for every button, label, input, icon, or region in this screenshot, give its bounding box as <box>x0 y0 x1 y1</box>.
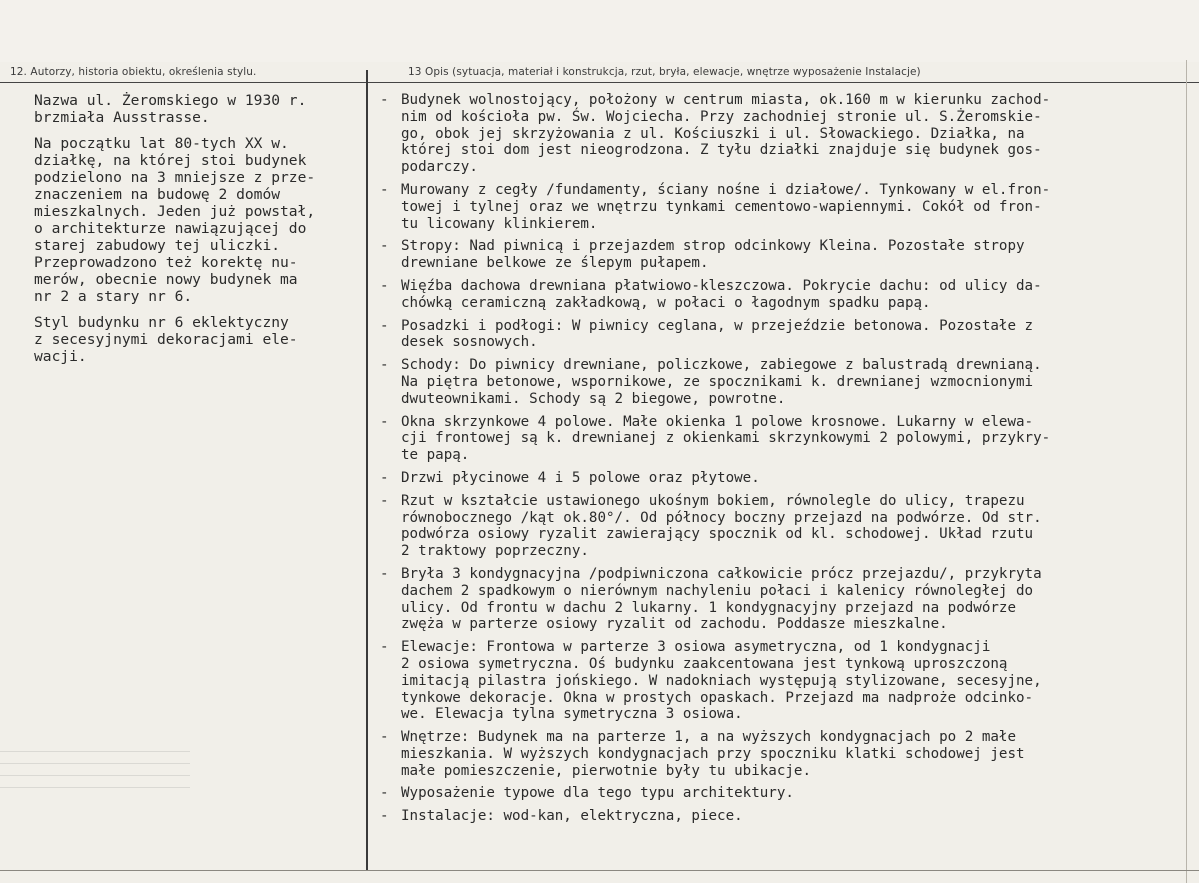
dash-bullet: - <box>380 317 389 334</box>
bottom-edge-rule <box>0 870 1199 871</box>
description-text: Rzut w kształcie ustawionego ukośnym bokiem, równolegle do ulicy, trapezu równobocznego /kąt ok.80°/. Od północy boczny przejazd na podwórze. Od str. podwórza osiowy ryzalit zawierający spocznik od kl. schodowej. Układ rzutu 2 traktowy poprzeczny. <box>401 492 1042 560</box>
description-column <box>380 92 1180 831</box>
dash-bullet: - <box>380 729 389 746</box>
description-item <box>380 639 1180 723</box>
dash-bullet: - <box>380 413 389 430</box>
history-paragraph: Nazwa ul. Żeromskiego w 1930 r. brzmiała Ausstrasse. <box>34 92 307 126</box>
dash-bullet: - <box>380 238 389 255</box>
dash-bullet: - <box>380 492 389 509</box>
dash-bullet: - <box>380 808 389 825</box>
description-text: Bryła 3 kondygnacyjna /podpiwniczona całkowicie prócz przejazdu/, przykryta dachem 2 spadkowym o nierównym nachyleniu połaci i kalenicy równoległej do ulicy. Od frontu w dachu 2 lukarny. 1 kondygnacyjny przejazd na podwórze zwęża w parterze osiowy ryzalit od zachodu. Poddasze mieszkalne. <box>401 565 1042 633</box>
faded-form-lines <box>0 740 200 800</box>
history-column <box>34 92 362 374</box>
description-text: Wnętrze: Budynek ma na parterze 1, a na wyższych kondygnacjach po 2 małe mieszkania. W wyższych kondygnacjach przy spoczniku klatki schodowej jest małe pomieszczenie, pierwotnie były tu ubikacje. <box>401 729 1025 779</box>
history-paragraph: Na początku lat 80-tych XX w. działkę, na której stoi budynek podzielono na 3 mniejsze z prze- znaczeniem na budowę 2 domów mieszkalnych. Jeden już powstał, o architekturze nawiązującej do starej zabudowy tej uliczki. Przeprowadzono też korektę nu- merów, obecnie nowy budynek ma nr 2 a stary nr 6. <box>34 135 316 305</box>
history-paragraph: Styl budynku nr 6 eklektyczny z secesyjnymi dekoracjami ele- wacji. <box>34 314 298 365</box>
description-item <box>380 357 1180 407</box>
description-text: Wyposażenie typowe dla tego typu architektury. <box>401 785 794 802</box>
description-text: Drzwi płycinowe 4 i 5 polowe oraz płytowe. <box>401 469 760 486</box>
description-item <box>380 785 1180 802</box>
description-text: Więźba dachowa drewniana płatwiowo-kleszczowa. Pokrycie dachu: od ulicy da- chówką ceramiczną zakładkową, w połaci o łagodnym spadku papą. <box>401 277 1042 311</box>
description-item <box>380 318 1180 352</box>
dash-bullet: - <box>380 181 389 198</box>
description-item <box>380 470 1180 487</box>
dash-bullet: - <box>380 565 389 582</box>
description-item <box>380 278 1180 312</box>
dash-bullet: - <box>380 639 389 656</box>
description-text: Instalacje: wod-kan, elektryczna, piece. <box>401 808 743 825</box>
dash-bullet: - <box>380 785 389 802</box>
description-item <box>380 92 1180 176</box>
description-item <box>380 414 1180 464</box>
description-text: Okna skrzynkowe 4 polowe. Małe okienka 1 polowe krosnowe. Lukarny w elewa- cji frontowej są k. drewnianej z okienkami skrzynkowymi 2 polowymi, przykry- te papą. <box>401 413 1051 464</box>
dash-bullet: - <box>380 469 389 486</box>
dash-bullet: - <box>380 92 389 108</box>
section-13-header: 13 Opis (sytuacja, materiał i konstrukcja, rzut, bryła, elewacje, wnętrze wyposażenie Instalacje) <box>408 66 921 78</box>
right-edge-rule <box>1186 60 1187 883</box>
description-item <box>380 182 1180 232</box>
section-12-header: 12. Autorzy, historia obiektu, określenia stylu. <box>10 66 257 78</box>
description-text: Elewacje: Frontowa w parterze 3 osiowa asymetryczna, od 1 kondygnacji 2 osiowa symetryczna. Oś budynku zaakcentowana jest tynkową uproszczoną imitacją pilastra jońskiego. W nadokniach występują stylizowane, secesyjne, tynkowe dekoracje. Okna w prostych opaskach. Przejazd ma nadproże odcinko- we. Elewacja tylna symetryczna 3 osiowa. <box>401 639 1042 723</box>
description-text: Stropy: Nad piwnicą i przejazdem strop odcinkowy Kleina. Pozostałe stropy drewniane belkowe ze ślepym pułapem. <box>401 238 1025 272</box>
description-item <box>380 238 1180 272</box>
description-item <box>380 493 1180 560</box>
top-margin <box>0 0 1199 62</box>
description-text: Murowany z cegły /fundamenty, ściany nośne i działowe/. Tynkowany w el.fron- towej i tylnej oraz we wnętrzu tynkami cementowo-wapiennymi. Cokół od fron- tu licowany klinkierem. <box>401 181 1051 232</box>
dash-bullet: - <box>380 357 389 374</box>
column-divider <box>366 70 368 870</box>
description-item <box>380 566 1180 633</box>
header-divider <box>0 82 1199 83</box>
description-item <box>380 729 1180 779</box>
description-text: Schody: Do piwnicy drewniane, policzkowe, zabiegowe z balustradą drewnianą. Na piętra betonowe, wspornikowe, ze spocznikami k. drewnianej wzmocnionymi dwuteownikami. Schody są 2 biegowe, powrotne. <box>401 357 1042 407</box>
description-text: Posadzki i podłogi: W piwnicy ceglana, w przejeździe betonowa. Pozostałe z desek sosnowych. <box>401 317 1034 351</box>
dash-bullet: - <box>380 277 389 294</box>
description-text: Budynek wolnostojący, położony w centrum miasta, ok.160 m w kierunku zachod- nim od kościoła pw. Św. Wojciecha. Przy zachodniej stronie ul. S.Żeromskie- go, obok jej skrzyżowania z ul. Kościuszki i ul. Słowackiego. Działka, na której stoi dom jest nieogrodzona. Z tyłu działki znajduje się budynek gos- podarczy. <box>401 92 1051 176</box>
description-item <box>380 808 1180 825</box>
